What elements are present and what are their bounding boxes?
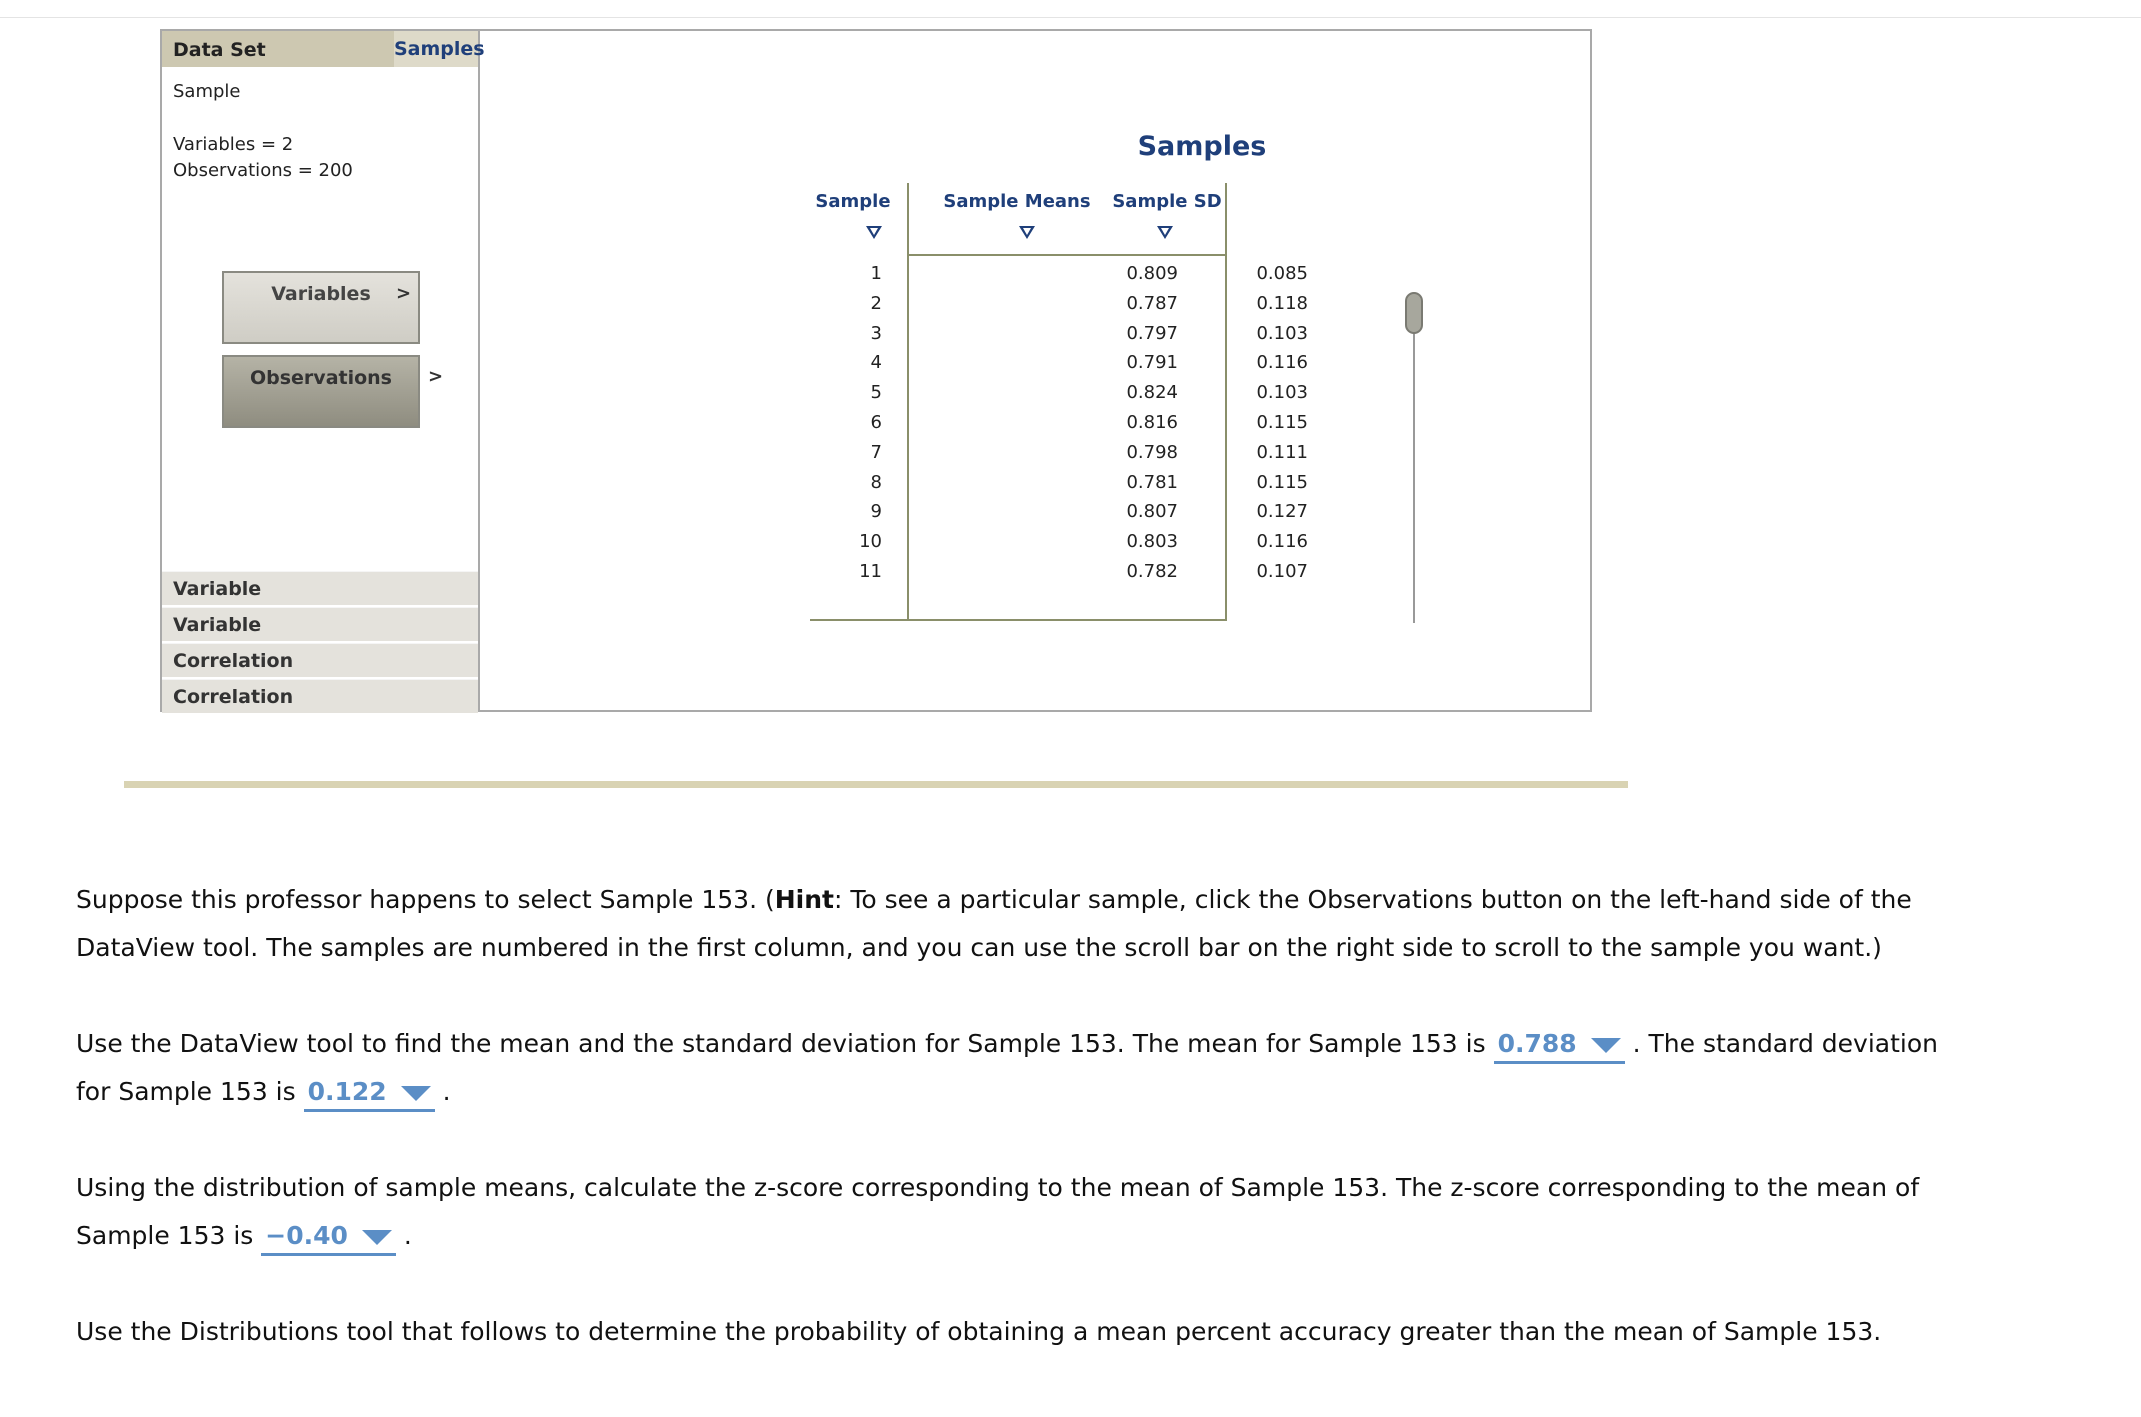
p2-text-c: for Sample 153 is [76,1077,304,1106]
cell-sample: 10 [859,531,882,553]
p1-text-b: : To see a particular sample, click the Observations button on the left-hand side of the [833,885,1912,914]
variables-count: Variables = 2 [173,134,294,155]
variables-button-label: Variables [271,283,371,305]
dataset-name: Sample [173,81,241,102]
p2-text-d: . [442,1077,451,1106]
cell-sd: 0.107 [1256,561,1308,582]
sort-sd-icon[interactable] [1157,226,1173,239]
table-divider-right [1225,183,1227,621]
dataset-header-label: Data Set [173,39,266,61]
p4-text: Use the Distributions tool that follows to determine the probability of obtaining a mean percent accuracy greater than the mean of Sample 153. [76,1317,1882,1346]
scrollbar-thumb[interactable] [1405,292,1423,334]
cell-sd: 0.118 [1256,292,1308,314]
cell-mean: 0.798 [1126,441,1178,463]
cell-sample: 11 [859,561,882,582]
list-item-correlation-2[interactable]: Correlation [162,679,478,713]
sd-dropdown[interactable] [304,1075,435,1112]
instruction-paragraph-2 [76,1020,1976,1116]
col-header-sample-sd[interactable]: Sample SD [1112,191,1222,212]
observations-button-label: Observations [249,367,392,389]
col-header-sample-means[interactable]: Sample Means [943,191,1091,212]
mean-dropdown-value: 0.788 [1497,1029,1577,1058]
scrollbar-track[interactable] [1413,293,1415,623]
observations-count: Observations = 200 [173,160,353,181]
cell-sd: 0.103 [1256,322,1308,344]
zscore-dropdown-value: −0.40 [265,1221,348,1250]
observations-button[interactable] [222,355,420,428]
table-bottom-rule [810,619,1227,621]
samples-tab[interactable]: Samples [394,31,478,67]
hint-label: Hint [774,885,834,914]
cell-sd: 0.115 [1256,471,1308,493]
cell-mean: 0.791 [1126,352,1178,374]
sort-means-icon[interactable] [1019,226,1035,239]
cell-sample: 3 [870,322,882,344]
cell-sd: 0.103 [1256,382,1308,404]
col-header-sample[interactable]: Sample [815,191,891,212]
dropdown-arrow-icon [362,1230,392,1245]
cell-mean: 0.816 [1126,412,1178,433]
top-border [0,17,2141,18]
cell-sd: 0.111 [1256,441,1308,463]
list-item-variable-1[interactable]: Variable [162,571,478,605]
list-item-correlation-1[interactable]: Correlation [162,643,478,677]
sort-sample-icon[interactable] [866,226,882,239]
cell-mean: 0.824 [1126,382,1178,404]
cell-sample: 1 [870,263,882,284]
cell-mean: 0.803 [1126,531,1178,553]
dropdown-arrow-icon [1591,1038,1621,1053]
cell-sample: 7 [870,441,882,463]
section-divider [124,781,1628,788]
p3-text-a: Using the distribution of sample means, calculate the z-score corresponding to the mean of Sample 153. The z-score corresponding to the mean of [76,1173,1920,1202]
cell-sample: 8 [870,471,882,493]
sidebar-header [162,31,485,67]
cell-sample: 2 [870,292,882,314]
sd-dropdown-value: 0.122 [307,1077,387,1106]
p1-text-a: Suppose this professor happens to select Sample 153. ( [76,885,775,914]
dataview-sidebar [162,31,485,710]
cell-sample: 6 [870,412,882,433]
table-header-rule [907,254,1227,256]
cell-mean: 0.807 [1126,501,1178,523]
instruction-paragraph-4 [76,1308,1976,1356]
p2-text-a: Use the DataView tool to find the mean and the standard deviation for Sample 153. The mean for Sample 153 is [76,1029,1494,1058]
list-item-variable-2[interactable]: Variable [162,607,478,641]
cell-sd: 0.115 [1256,412,1308,433]
p3-text-c: . [403,1221,412,1250]
instruction-paragraph-3 [76,1164,1976,1260]
dataview-tool [160,29,1592,712]
p2-text-b: . The standard deviation [1632,1029,1938,1058]
cell-mean: 0.781 [1126,471,1178,493]
cell-mean: 0.809 [1126,263,1178,284]
p1-text-c: DataView tool. The samples are numbered in the first column, and you can use the scroll bar on the right side to scroll to the sample you want.) [76,933,1882,962]
cell-sample: 9 [870,501,882,523]
variables-arrow-icon: > [396,283,412,304]
variables-button[interactable] [222,271,420,344]
cell-sd: 0.116 [1256,352,1308,374]
dropdown-arrow-icon [401,1086,431,1101]
cell-sd: 0.116 [1256,531,1308,553]
p3-text-b: Sample 153 is [76,1221,262,1250]
cell-sd: 0.085 [1256,263,1308,284]
cell-sample: 5 [870,382,882,404]
cell-sample: 4 [870,352,882,374]
table-divider-vertical [907,183,909,621]
observations-arrow-icon: > [428,366,444,387]
zscore-dropdown[interactable] [261,1219,396,1256]
cell-sd: 0.127 [1256,501,1308,523]
cell-mean: 0.787 [1126,292,1178,314]
samples-title: Samples [1137,131,1267,162]
cell-mean: 0.797 [1126,322,1178,344]
instruction-paragraph-1 [76,876,1976,972]
cell-mean: 0.782 [1126,561,1178,582]
mean-dropdown[interactable] [1494,1027,1625,1064]
